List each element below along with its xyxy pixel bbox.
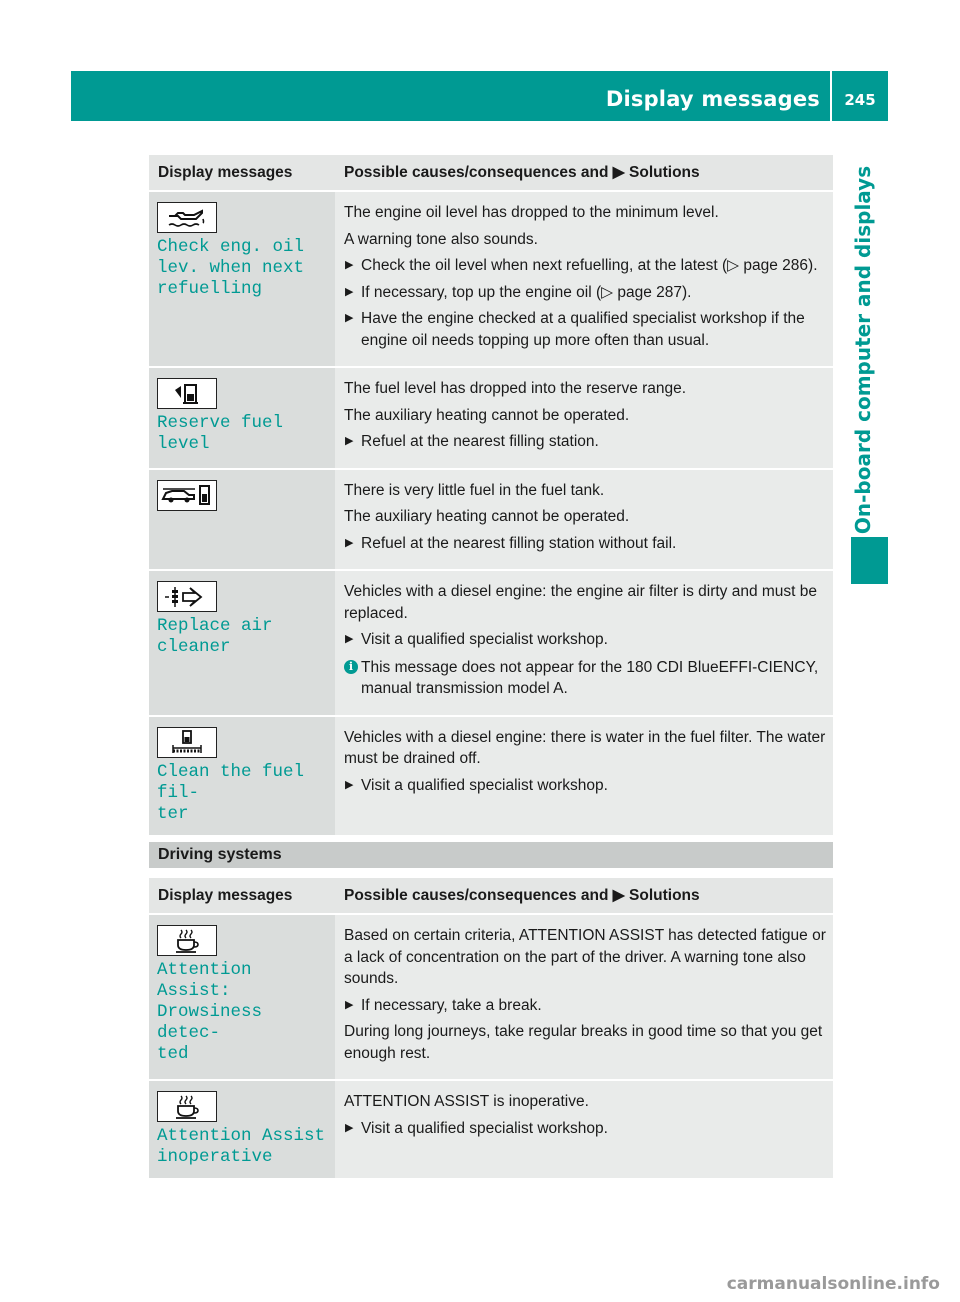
description-text: Vehicles with a diesel engine: there is water in the fuel filter. The water must be drained off. — [344, 728, 826, 767]
causes-cell — [335, 367, 833, 469]
message-cell — [149, 367, 335, 469]
step-arrow-icon: ▶ — [345, 285, 354, 298]
table-row — [149, 716, 833, 836]
solutions-arrow-icon: ▶ — [612, 887, 625, 904]
action-step — [344, 431, 827, 453]
message-cell — [149, 191, 335, 367]
step-arrow-icon: ▶ — [345, 778, 354, 791]
table-header-row — [149, 155, 833, 191]
step-text: If necessary, top up the engine oil (▷ page 287). — [361, 283, 692, 301]
action-step — [344, 1118, 827, 1140]
air-filter-icon — [157, 581, 217, 612]
step-arrow-icon: ▶ — [345, 633, 354, 645]
causes-cell — [335, 914, 833, 1080]
step-text: If necessary, take a break. — [361, 996, 542, 1014]
causes-cell — [335, 716, 833, 836]
description-text: A warning tone also sounds. — [344, 230, 538, 248]
section-title-bar — [149, 842, 833, 868]
step-arrow-icon: ▶ — [345, 435, 354, 447]
page-header — [71, 71, 888, 121]
action-step — [344, 255, 827, 277]
col-header-solutions-text: Solutions — [629, 887, 700, 904]
step-arrow-icon: ▶ — [345, 536, 354, 549]
table-row — [149, 469, 833, 571]
message-cell — [149, 570, 335, 716]
coffee-cup-icon — [157, 925, 217, 956]
causes-cell — [335, 469, 833, 571]
col-header-causes-text: Possible causes/consequences and — [344, 164, 609, 181]
description-text: Vehicles with a diesel engine: the engine air filter is dirty and must be replaced. — [344, 583, 818, 622]
message-cell — [149, 1080, 335, 1179]
step-text: Visit a qualified specialist workshop. — [361, 631, 608, 648]
action-step — [344, 629, 827, 651]
display-message-text: Attention Assist inoperative — [157, 1126, 326, 1167]
message-cell — [149, 716, 335, 836]
header-title: Display messages — [605, 87, 820, 111]
note-text: This message does not appear for the 180 CDI BlueEFFI-CIENCY, manual transmission model A. — [361, 658, 819, 697]
col-header-messages: Display messages — [149, 878, 335, 914]
display-message-text: Check eng. oil lev. when next refuelling — [157, 237, 305, 299]
step-arrow-icon: ▶ — [345, 1121, 354, 1134]
causes-cell — [335, 570, 833, 716]
causes-cell — [335, 191, 833, 367]
display-message-text: Clean the fuel fil‐ ter — [157, 761, 305, 824]
step-arrow-icon: ▶ — [345, 312, 354, 324]
oil-can-icon — [157, 202, 217, 233]
action-step — [344, 995, 827, 1017]
side-section-text: On-board computer and displays — [851, 165, 876, 535]
table-row — [149, 367, 833, 469]
step-text: Refuel at the nearest filling station without fail. — [361, 534, 677, 552]
table-row — [149, 191, 833, 367]
step-text: Visit a qualified specialist workshop. — [361, 776, 608, 794]
description-text: The auxiliary heating cannot be operated. — [344, 406, 630, 424]
message-cell — [149, 469, 335, 571]
message-cell — [149, 914, 335, 1080]
description-text: The fuel level has dropped into the reserve range. — [344, 380, 687, 397]
watermark: carmanualsonline.info — [726, 1274, 940, 1294]
step-text: Refuel at the nearest filling station. — [361, 433, 599, 450]
col-header-solutions-text: Solutions — [629, 164, 700, 181]
step-text: Visit a qualified specialist workshop. — [361, 1119, 608, 1137]
table-row — [149, 1080, 833, 1179]
driving-systems-table — [149, 878, 833, 1180]
description-text: Based on certain criteria, ATTENTION ASSIST has detected fatigue or a lack of concentration on the part of the driver. A warning tone also sounds. — [344, 927, 826, 987]
action-step — [344, 533, 827, 555]
page-number: 245 — [844, 91, 876, 109]
display-message-text: Attention Assist: Drowsiness detec‐ ted — [157, 960, 263, 1064]
table-row — [149, 914, 833, 1080]
side-tab-marker — [851, 537, 888, 584]
col-header-causes — [335, 878, 833, 914]
display-messages-table — [149, 155, 833, 837]
description-text: During long journeys, take regular breaks in good time so that you get enough rest. — [344, 1023, 823, 1062]
action-step — [344, 775, 827, 797]
info-icon: i — [344, 660, 358, 674]
section-title: Driving systems — [158, 846, 282, 863]
causes-cell — [335, 1080, 833, 1179]
fuel-pump-icon — [157, 378, 217, 409]
table-header-row — [149, 878, 833, 914]
description-text: There is very little fuel in the fuel tank. — [344, 481, 605, 499]
side-section-label — [843, 165, 883, 535]
col-header-messages: Display messages — [149, 155, 335, 191]
display-message-text: Replace air cleaner — [157, 616, 273, 657]
step-text: Have the engine checked at a qualified specialist workshop if the engine oil needs topping up more often than usual. — [361, 310, 805, 349]
action-step — [344, 282, 827, 304]
step-text: Check the oil level when next refuelling, at the latest (▷ page 286). — [361, 257, 818, 274]
car-fuel-icon — [157, 480, 217, 511]
table-row — [149, 570, 833, 716]
info-note — [344, 657, 827, 700]
fuel-filter-icon — [157, 727, 217, 758]
coffee-cup-icon — [157, 1091, 217, 1122]
display-message-text: Reserve fuel level — [157, 413, 284, 454]
description-text: The auxiliary heating cannot be operated. — [344, 508, 630, 525]
step-arrow-icon: ▶ — [345, 998, 354, 1011]
col-header-causes-text: Possible causes/consequences and — [344, 887, 609, 904]
step-arrow-icon: ▶ — [345, 259, 354, 271]
description-text: ATTENTION ASSIST is inoperative. — [344, 1093, 589, 1110]
col-header-causes — [335, 155, 833, 191]
solutions-arrow-icon: ▶ — [612, 164, 625, 181]
action-step — [344, 308, 827, 351]
description-text: The engine oil level has dropped to the minimum level. — [344, 204, 719, 221]
